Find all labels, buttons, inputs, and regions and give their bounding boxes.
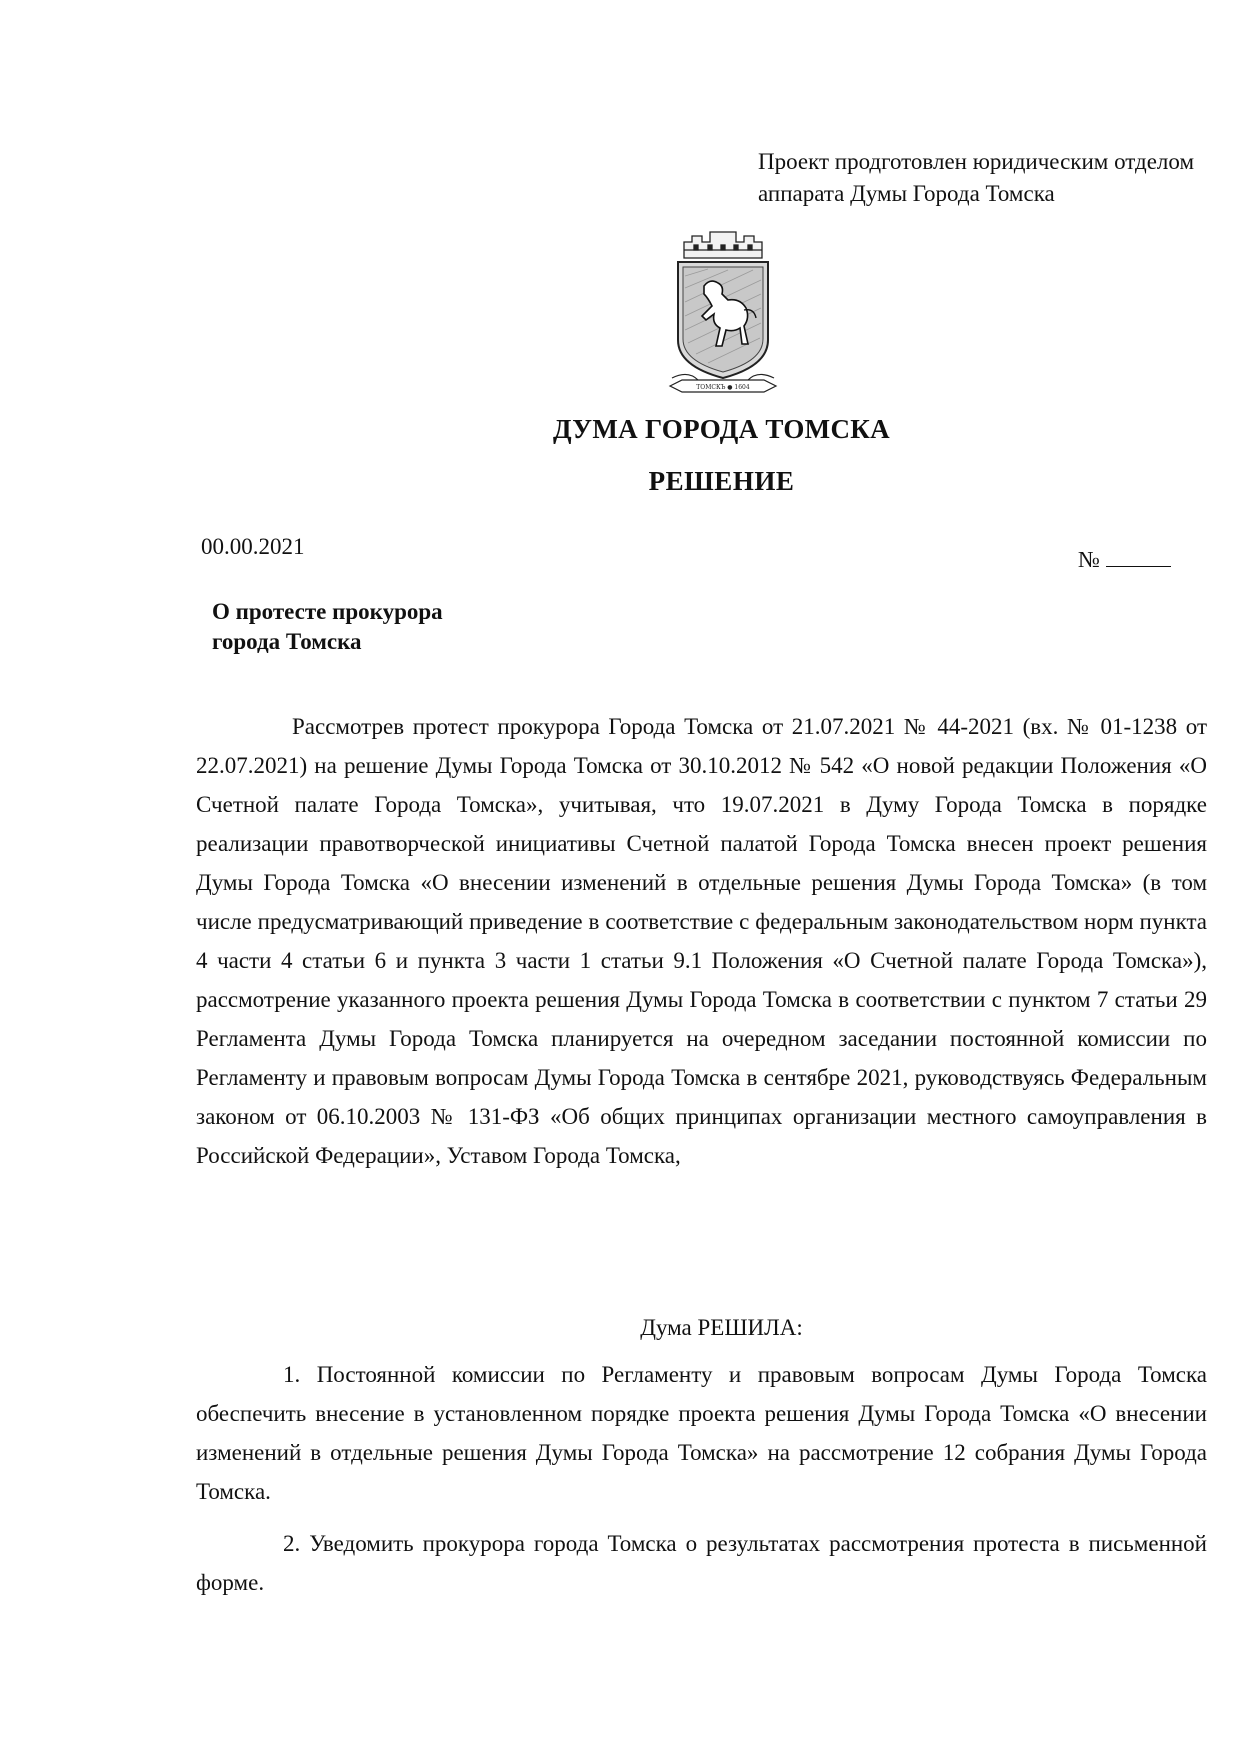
document-subject — [212, 597, 443, 657]
prepared-by-line-1: Проект продготовлен юридическим отделом — [758, 149, 1195, 174]
subject-line-2: города Томска — [212, 629, 362, 654]
prepared-by-note — [758, 146, 1240, 210]
resolution-item-2: 2. Уведомить прокурора города Томска о результатах рассмотрения протеста в письменной форме. — [196, 1531, 1207, 1595]
resolution-heading: Дума РЕШИЛА: — [640, 1315, 803, 1340]
document-date: 00.00.2021 — [201, 534, 305, 559]
org-title: ДУМА ГОРОДА ТОМСКА — [553, 414, 890, 444]
number-blank-line — [1106, 544, 1171, 567]
document-type: РЕШЕНИЕ — [648, 466, 795, 496]
resolution-item-1: 1. Постоянной комиссии по Регламенту и правовым вопросам Думы Города Томска обеспечить внесение в установленном порядке проекта решения Думы Города Томска «О внесении изменений в отдельные решения Думы Города Томска» на рассмотрение 12 собрания Думы Города Томска. — [196, 1362, 1207, 1504]
document-number — [1078, 544, 1171, 573]
subject-line-1: О протесте прокурора — [212, 599, 443, 624]
prepared-by-line-2: аппарата Думы Города Томска — [758, 181, 1055, 206]
number-label: № — [1078, 547, 1100, 572]
tomsk-coat-of-arms-icon — [668, 228, 778, 406]
svg-text:ТОМСКЪ ● 1604: ТОМСКЪ ● 1604 — [696, 384, 750, 391]
preamble-paragraph: Рассмотрев протест прокурора Города Томска от 21.07.2021 № 44-2021 (вх. № 01-1238 от 22.07.2021) на решение Думы Города Томска от 30.10.2012 № 542 «О новой редакции Положения «О Счетной палате Города Томска», учитывая, что 19.07.2021 в Думу Города Томска в порядке реализации правотворческой инициативы Счетной палатой Города Томска внесен проект решения Думы Города Томска «О внесении изменений в отдельные решения Думы Города Томска» (в том числе предусматривающий приведение в соответствие с федеральным законодательством норм пункта 4 части 4 статьи 6 и пункта 3 части 1 статьи 9.1 Положения «О Счетной палате Города Томска»), рассмотрение указанного проекта решения Думы Города Томска в соответствии с пунктом 7 статьи 29 Регламента Думы Города Томска планируется на очередном заседании постоянной комиссии по Регламенту и правовым вопросам Думы Города Томска в сентябре 2021, руководствуясь Федеральным законом от 06.10.2003 № 131-ФЗ «Об общих принципах организации местного самоуправления в Российской Федерации», Уставом Города Томска, — [196, 714, 1207, 1168]
